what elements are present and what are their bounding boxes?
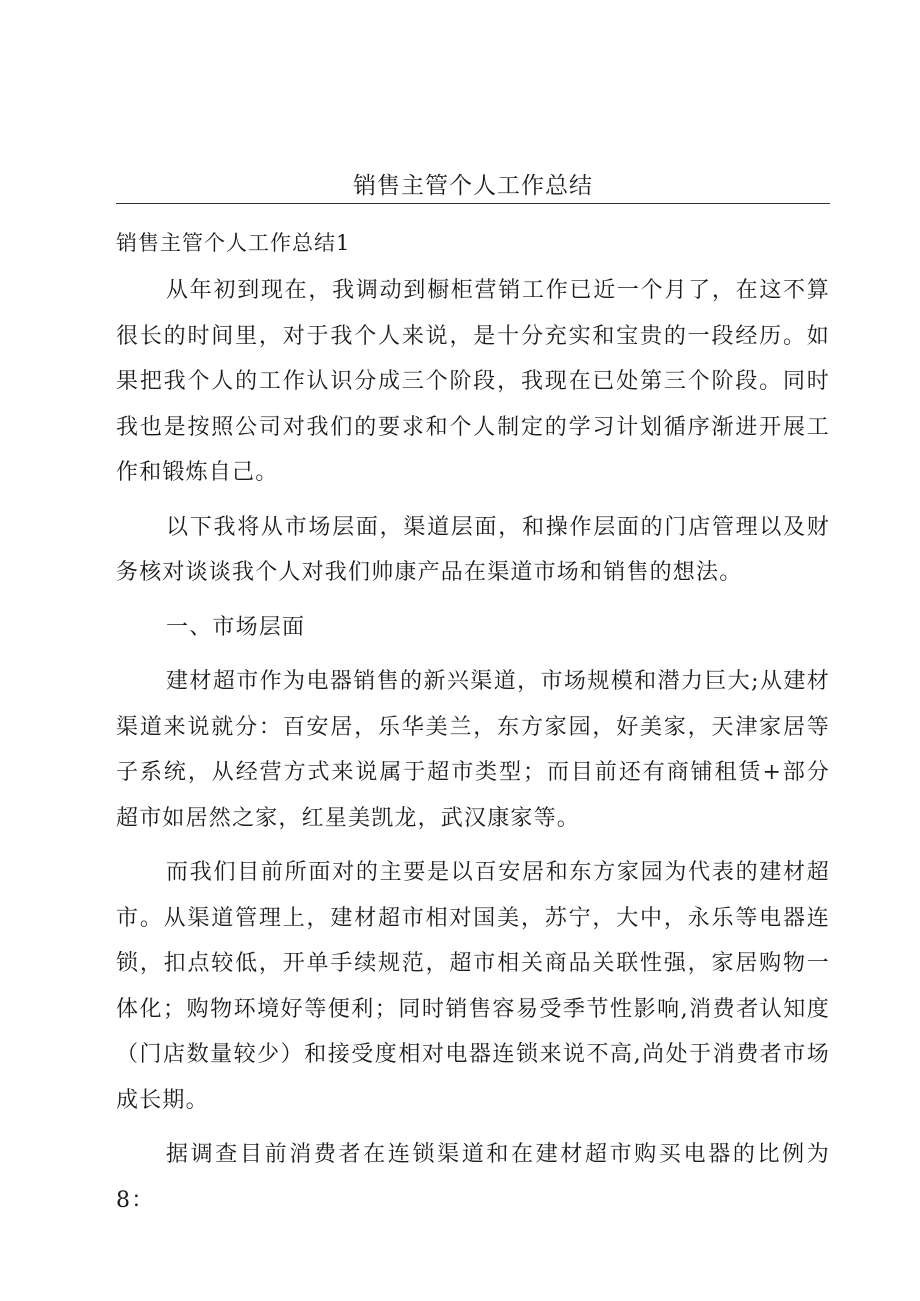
document-title: 销售主管个人工作总结 [353,173,593,199]
subsection-heading-market: 一、市场层面 [166,614,306,640]
paragraph-intro: 从年初到现在，我调动到橱柜营销工作已近一个月了，在这不算很长的时间里，对于我个人来说，是十分充实和宝贵的一段经历。如果把我个人的工作认识分成三个阶段，我现在已处第三个阶段。同时我也是按照公司对我们的要求和个人制定的学习计划循序渐进开展工作和锻炼自己。 [116,278,830,485]
paragraph-outline: 以下我将从市场层面，渠道层面，和操作层面的门店管理以及财务核对谈谈我个人对我们帅康产品在渠道市场和销售的想法。 [116,514,830,585]
paragraph-survey: 据调查目前消费者在连锁渠道和在建材超市购买电器的比例为8： [116,1142,830,1213]
document-body [116,224,830,1232]
paragraph-building-supermarkets: 而我们目前所面对的主要是以百安居和东方家园为代表的建材超市。从渠道管理上，建材超市相对国美，苏宁，大中，永乐等电器连锁，扣点较低，开单手续规范，超市相关商品关联性强，家居购物一体化；购物环境好等便利；同时销售容易受季节性影响,消费者认知度（门店数量较少）和接受度相对电器连锁来说不高,尚处于消费者市场成长期。 [116,860,830,1113]
section-heading: 销售主管个人工作总结1 [116,231,351,255]
paragraph-market-channels: 建材超市作为电器销售的新兴渠道，市场规模和潜力巨大;从建材渠道来说就分：百安居，乐华美兰，东方家园，好美家，天津家居等子系统，从经营方式来说属于超市类型；而目前还有商铺租赁+部分超市如居然之家，红星美凯龙，武汉康家等。 [116,669,830,831]
title-underline [116,203,830,204]
